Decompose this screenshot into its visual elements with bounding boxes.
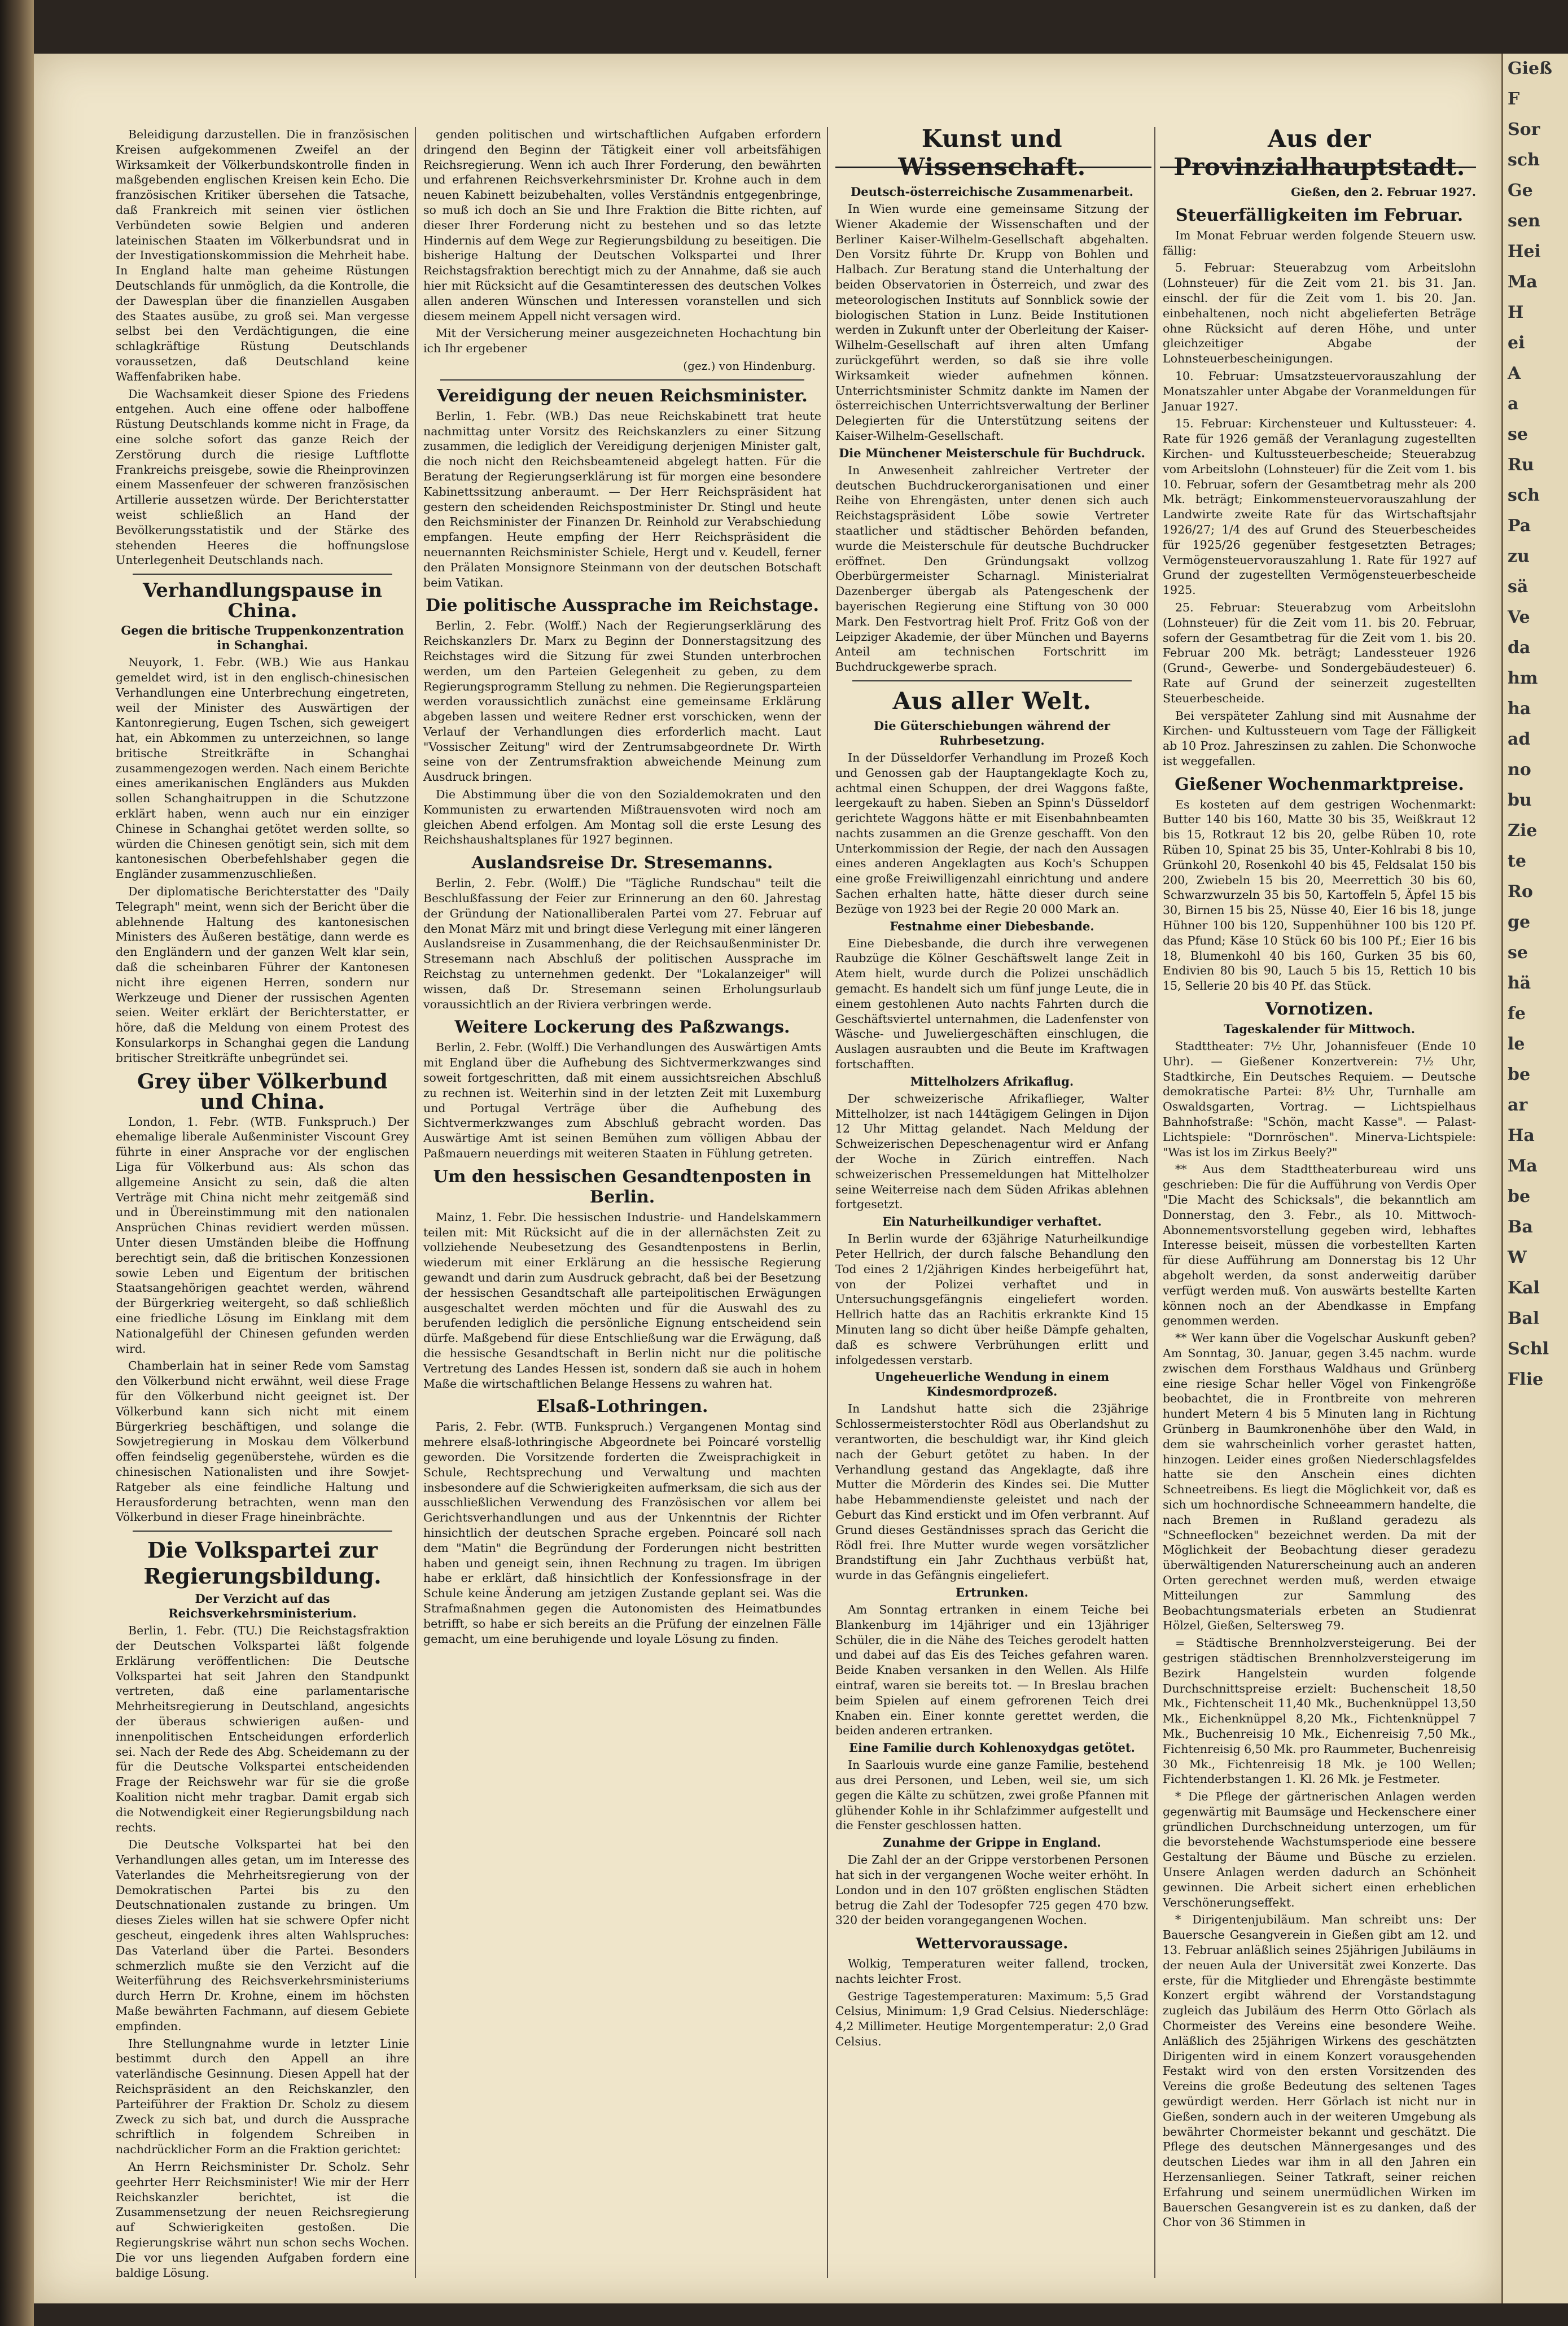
subheadline: Festnahme einer Diebesbande.	[890, 919, 1094, 933]
paragraph: Paris, 2. Febr. (WTB. Funkspruch.) Vergangenen Montag sind mehrere elsaß-lothringische Abgeordnete bei Poincaré vorstellig geworden. Die Vorsitzende forderten die Zweisprachigkeit in Schule, Rechtsprechung und Verwaltung und machten insbesondere auf die Schwierigkeiten aufmerksam, die sich aus der ausschließlichen Verwendung des Französischen vor allem bei Gerichtsverhandlungen und aus der Unkenntnis der Richter hinsichtlich der deutschen Sprache ergeben. Poincaré soll nach dem "Matin" die Begründung der Forderungen nicht bestritten haben und geneigt sein, ihnen Rechnung zu tragen. Im übrigen habe er erklärt, daß hinsichtlich der Konfessionsfrage in der Schule keine Änderung am jetzigen Zustande geplant sei. Was die Strafmaßnahmen gegen die Autonomisten des Heimatbundes betrifft, so habe er sich bereits an die Prüfung der einzelnen Fälle gemacht, um eine beruhigende und loyale Lösung zu finden.	[423, 1420, 821, 1646]
adjacent-page-edge	[1501, 54, 1568, 2303]
divider	[440, 379, 804, 381]
edge-text-fragment: be	[1508, 1187, 1531, 1206]
headline: Steuerfälligkeiten im Februar.	[1175, 205, 1464, 225]
edge-text-fragment: Schl	[1508, 1339, 1549, 1359]
subheadline: Deutsch-österreichische Zusammenarbeit.	[851, 185, 1133, 199]
paragraph: ** Wer kann über die Vogelschar Auskunft geben? Am Sonntag, 30. Januar, gegen 3.45 nachm. wurde zwischen dem Forsthaus Waldhaus und Grünberg eine riesige Schar heller Vögel von Finkengröße beobachtet, die in Frontbreite von mehreren hundert Metern 4 bis 5 Minuten lang in Richtung Grünberg in Baumkronenhöhe über den Wald, in dem sie wahrscheinlich vorher gerastet hatten, hinzogen. Leider eines großen Niederschlagsfeldes hatte sie den Anschein eines dichten Schneetreibens. Es liegt die Möglichkeit vor, daß es sich um hochnordische Schneeammern handelte, die nach Bremen in Rußland geradezu als "Schneeflocken" bezeichnet werden. Da mit der Möglichkeit der Beobachtung dieser geradezu überwältigenden Naturerscheinung auch an anderen Orten gerechnet werden muß, werden etwaige Mitteilungen zur Sammlung des Beobachtungsmaterials erbeten an Studienrat Hölzel, Gießen, Seltersweg 79.	[1163, 1331, 1476, 1633]
headline: Weitere Lockerung des Paßzwangs.	[454, 1017, 790, 1038]
paragraph: Im Monat Februar werden folgende Steuern usw. fällig:	[1163, 228, 1476, 257]
paragraph: * Dirigentenjubiläum. Man schreibt uns: Der Bauersche Gesangverein in Gießen gibt am 12. und 13. Februar anläßlich seines 25jährigen Jubiläums in der neuen Aula der Universität zwei Konzerte. Das erste, für die Mitglieder und Ehrengäste bestimmte Konzert ergibt während der Vorstandstagung zugleich das Jubiläum des Herrn Otto Görlach als Chormeister des Vereins eine besondere Weihe. Anläßlich des 25jährigen Wirkens des geschätzten Dirigenten wird in einem Konzert vorausgehenden Festakt wird von den ersten Vorsitzenden des Vereins die große Bedeutung des seltenen Tages gewürdigt werden. Herr Görlach ist nicht nur in Gießen, sondern auch in der weiteren Umgebung als bewährter Chormeister bekannt und geschätzt. Die Pflege des deutschen Männergesanges und des deutschen Liedes war ihm in all den Jahren ein Herzensanliegen. Seiner Tatkraft, seiner reichen Erfahrung und seinem unermüdlichen Wirken im Bauerschen Gesangverein ist es zu danken, daß der Chor von 36 Stimmen in	[1163, 1913, 1476, 2229]
edge-text-fragment: Ha	[1508, 1126, 1535, 1145]
edge-text-fragment: Gieß	[1508, 59, 1552, 78]
subheadline: Zunahme der Grippe in England.	[883, 1835, 1101, 1850]
subheadline: Die Münchener Meisterschule für Buchdruck.	[839, 445, 1145, 460]
newspaper-page	[34, 54, 1501, 2303]
section-title: Aus der Provinzialhauptstadt.	[1173, 125, 1465, 181]
section-title: Aus aller Welt.	[892, 687, 1092, 715]
paragraph: An Herrn Reichsminister Dr. Scholz. Sehr geehrter Herr Reichsminister! Wie mir der Herr Reichskanzler berichtet, ist die Zusammensetzung der neuen Reichsregierung auf Schwierigkeiten gestoßen. Die Regierungskrise währt nun schon sechs Wochen. Die vor uns liegenden Aufgaben fordern eine baldige Lösung.	[116, 2160, 409, 2280]
headline: Um den hessischen Gesandtenposten in Berlin.	[433, 1166, 812, 1207]
paragraph: In der Düsseldorfer Verhandlung im Prozeß Koch und Genossen gab der Hauptangeklagte Koch zu, achtmal einen Schuppen, der drei Waggons faßte, leergekauft zu haben. Sieben an Spinn's Düsseldorf gerichtete Waggons hätte er mit Eisenbahnbeamten nachts zusammen an die Grenze geschafft. Von den Unterkommission der Regie, der nach den Aussagen eines anderen Angeklagten aus Koch's Schuppen eine große Freiwilligenzahl einrichtung und andere Sachen erhalten hatte, hätte dieser durch seine Bezüge von 1923 bei der Regie 20 000 Mark an.	[835, 750, 1149, 916]
edge-text-fragment: Ve	[1508, 607, 1530, 627]
paragraph: Ihre Stellungnahme wurde in letzter Linie bestimmt durch den Appell an ihre vaterländische Gesinnung. Diesen Appell hat der Reichspräsident an den Reichskanzler, den Parteiführer der Fraktion Dr. Scholz zu diesem Zweck zu sich bat, und durch die Aussprache schriftlich in folgendem Schreiben in nachdrücklicher Form an die Fraktion gerichtet:	[116, 2036, 409, 2157]
paragraph: Berlin, 2. Febr. (Wolff.) Die Verhandlungen des Auswärtigen Amts mit England über die Aufhebung des Sichtvermerkzwanges sind soweit fortgeschritten, daß mit einem aussichtsreichen Abschluß zu rechnen ist. Weiterhin sind in der letzten Zeit mit Luxemburg und Portugal Verträge über die Aufhebung des Sichtvermerkzwanges zum Abschluß gebracht worden. Das Auswärtige Amt ist seinen Bemühen zum völligen Abbau der Paßmauern neuerdings mit weiteren Staaten in Fühlung getreten.	[423, 1040, 821, 1161]
edge-text-fragment: Pa	[1508, 516, 1531, 536]
paragraph: Mainz, 1. Febr. Die hessischen Industrie- und Handelskammern teilen mit: Mit Rücksicht auf die in der allernächsten Zeit zu vollziehende Neubesetzung des Gesandtenpostens in Berlin, wiederum mit einer Erklärung an die hessische Regierung gewandt und darin zum Ausdruck gebracht, daß bei der Besetzung der hessischen Gesandtschaft alle parteipolitischen Erwägungen ausgeschaltet werden möchten und für die Auswahl des zu berufenden lediglich die persönliche Eignung entscheidend sein dürfe. Maßgebend für diese Entschließung war die Erwägung, daß die hessische Gesandtschaft in Berlin nicht nur die politische Vertretung des Landes Hessen ist, sondern daß sie auch in hohem Maße die wirtschaftlichen Belange Hessens zu wahren hat.	[423, 1210, 821, 1391]
paragraph: Es kosteten auf dem gestrigen Wochenmarkt: Butter 140 bis 160, Matte 30 bis 35, Weißkraut 12 bis 15, Rotkraut 12 bis 20, gelbe Rüben 10, rote Rüben 10, Spinat 25 bis 35, Unter-Kohlrabi 8 bis 10, Grünkohl 20, Rosenkohl 40 bis 45, Feldsalat 150 bis 200, Zwiebeln 15 bis 20, Meerrettich 30 bis 60, Schwarzwurzeln 35 bis 50, Kartoffeln 5, Äpfel 15 bis 30, Birnen 15 bis 25, Nüsse 40, Eier 16 bis 18, junge Hühner 100 bis 120, Suppenhühner 100 bis 120 Pf. das Pfund; Käse 10 Stück 60 bis 100 Pf.; Eier 16 bis 18, Blumenkohl 40 bis 160, Gurken 35 bis 60, Endivien 80 bis 90, Lauch 5 bis 15, Rettich 10 bis 15, Sellerie 20 bis 40 Pf. das Stück.	[1163, 797, 1476, 993]
subheadline: Die Güterschiebungen während der Ruhrbesetzung.	[874, 718, 1110, 747]
headline: Wettervoraussage.	[916, 1935, 1068, 1953]
column-rule	[415, 127, 416, 2278]
signature-line: (gez.) von Hindenburg.	[683, 358, 816, 373]
edge-text-fragment: fe	[1508, 1004, 1526, 1024]
edge-text-fragment: Zie	[1508, 821, 1538, 841]
paragraph: Bei verspäteter Zahlung sind mit Ausnahme der Kirchen- und Kultussteuern vom Tage der Fälligkeit ab 10 Proz. Jahreszinsen zu zahlen. Die Schonwoche ist weggefallen.	[1163, 709, 1476, 768]
paragraph: Eine Diebesbande, die durch ihre verwegenen Raubzüge die Kölner Geschäftswelt lange Zeit in Atem hielt, wurde durch die Polizei unschädlich gemacht. Es handelt sich um fünf junge Leute, die in einem gestohlenen Auto nachts Fahrten durch die Geschäftsviertel unternahmen, die Ladenfenster von Wäsche- und Juweliergeschäften einschlugen, die Auslagen ausraubten und die Beute im Kraftwagen fortschafften.	[835, 936, 1149, 1072]
edge-text-fragment: bu	[1508, 790, 1532, 810]
edge-text-fragment: F	[1508, 89, 1520, 109]
headline: Die Volkspartei zur Regierungsbildung.	[143, 1537, 382, 1589]
edge-text-fragment: Ba	[1508, 1217, 1533, 1237]
edge-text-fragment: H	[1508, 303, 1524, 322]
paragraph: Chamberlain hat in seiner Rede vom Samstag den Völkerbund nicht erwähnt, weil diese Frage für den Völkerbund nicht geeignet ist. Der Völkerbund kann sich nicht mit einem Bürgerkrieg beschäftigen, und solange die Sowjetregierung in Moskau dem Völkerbund offen feindselig gegenüberstehe, würden es die chinesischen Nationalisten und ihre Sowjet-Ratgeber als eine feindliche Haltung und Herausforderung betrachten, wenn man den Völkerbund in dieser Frage hineinbrächte.	[116, 1359, 409, 1524]
edge-text-fragment: Ru	[1508, 455, 1534, 475]
edge-text-fragment: sä	[1508, 577, 1528, 597]
headline: Elsaß-Lothringen.	[536, 1397, 708, 1417]
paragraph: Die Abstimmung über die von den Sozialdemokraten und den Kommunisten zu erwartenden Mißtrauensvoten wird noch am gleichen Abend erfolgen. Am Montag soll die erste Lesung des Reichshaushaltsplanes für 1927 beginnen.	[423, 788, 821, 847]
edge-text-fragment: sch	[1508, 150, 1540, 170]
paragraph: In Wien wurde eine gemeinsame Sitzung der Wiener Akademie der Wissenschaften und der Berliner Kaiser-Wilhelm-Gesellschaft abgehalten. Den Vorsitz führte Dr. Krupp von Bohlen und Halbach. Zur Beratung stand die Unterhaltung der beiden Observatorien in Österreich, und zwar des meteorologischen Instituts auf Sonnblick sowie der biologischen Station in Lunz. Beide Institutionen werden in Zukunft unter der Oberleitung der Kaiser-Wilhelm-Gesellschaft auf ihren alten Umfang zurückgeführt werden, so daß sie ihre volle Wirksamkeit wieder aufnehmen können. Unterrichtsminister Schmitz dankte im Namen der österreichischen Unterrichtsverwaltung der Berliner Delegierten für die Unterstützung seitens der Kaiser-Wilhelm-Gesellschaft.	[835, 202, 1149, 443]
paragraph: Beleidigung darzustellen. Die in französischen Kreisen aufgekommenen Zweifel an der Wirksamkeit der Völkerbundskontrolle finden in maßgebenden englischen Kreisen kein Echo. Die französischen Kritiker übersehen die Tatsache, daß Frankreich mit seinen vier östlichen Verbündeten sowie Belgien und anderen lateinischen Staaten im Völkerbundsrat und in der Investigationskommission die Mehrheit habe. In England halte man geheime Rüstungen Deutschlands für unmöglich, da die Kontrolle, die der Dawesplan über die finanziellen Ausgaben des Staates ausübe, zu groß sei. Man vergesse selbst bei den Verdächtigungen, die eine schlagkräftige Rüstung Deutschlands voraussetzen, daß Deutschland keine Waffenfabriken habe.	[116, 128, 409, 383]
paragraph: Berlin, 2. Febr. (Wolff.) Nach der Regierungserklärung des Reichskanzlers Dr. Marx zu Beginn der Donnerstagsitzung des Reichstages wird die Sitzung für zwei Stunden unterbrochen werden, um den Parteien Gelegenheit zu geben, zu dem Regierungsprogramm Stellung zu nehmen. Die Regierungsparteien werden voraussichtlich zunächst eine gemeinsame Erklärung abgeben lassen und weitere Redner erst vorschicken, wenn der Verlauf der Verhandlungen dies erforderlich macht. Laut "Vossischer Zeitung" wird der Zentrumsabgeordnete Dr. Wirth seine von der Zentrumsfraktion abweichende Meinung zum Ausdruck bringen.	[423, 619, 821, 784]
paragraph: Berlin, 1. Febr. (WB.) Das neue Reichskabinett trat heute nachmittag unter Vorsitz des Reichskanzlers zu einer Sitzung zusammen, die lediglich der Vereidigung derjenigen Minister galt, die noch nicht den Reichsbeamteneid abgelegt hatten. Für die Beratung der Regierungserklärung ist für morgen eine besondere Kabinettssitzung anberaumt. — Der Herr Reichspräsident hat gestern den scheidenden Reichspostminister Dr. Stingl und heute den Reichsminister der Finanzen Dr. Reinhold zur Verabschiedung empfangen. Heute empfing der Herr Reichspräsident die neuernannten Reichsminister Schiele, Hergt und v. Keudell, ferner den Prälaten Monsignore Steinmann von der deutschen Botschaft beim Vatikan.	[423, 409, 821, 589]
paragraph: genden politischen und wirtschaftlichen Aufgaben erfordern dringend den Beginn der Tätigkeit einer voll arbeitsfähigen Reichsregierung. Wenn ich auch Ihrer Forderung, den bewährten und erfahrenen Reichsverkehrsminister Dr. Krohne auch in dem neuen Kabinett beizubehalten, volles Verständnis entgegenbringe, so muß ich doch an Sie und Ihre Fraktion die Bitte richten, auf dieser Ihrer Forderung nicht zu bestehen und so das letzte Hindernis auf dem Wege zur Regierungsbildung zu beseitigen. Die bisherige Haltung der Deutschen Volkspartei und Ihrer Reichstagsfraktion berechtigt mich zu der Annahme, daß sie auch hier mit Rücksicht auf die Gesamtinteressen des deutschen Volkes allen anderen Wünschen und Interessen voranstellen und sich diesem meinem Appell nicht versagen wird.	[423, 128, 821, 323]
column-4	[1163, 121, 1476, 2232]
edge-text-fragment: no	[1508, 760, 1531, 780]
edge-text-fragment: se	[1508, 943, 1528, 963]
subheadline: Tageskalender für Mittwoch.	[1223, 1022, 1416, 1037]
paragraph: Neuyork, 1. Febr. (WB.) Wie aus Hankau gemeldet wird, ist in den englisch-chinesischen Verhandlungen eine Unterbrechung eingetreten, weil der Minister des Auswärtigen der Kantonregierung, Eugen Tschen, sich geweigert hat, ein Abkommen zu unterzeichnen, so lange britische Streitkräfte in Schanghai zusammengezogen werden. Nach einem Berichte eines amerikanischen Engländers aus Mukden sollen Schanghaitruppen in die Schutzzone erklärt haben, wenn auch nur ein einziger Chinese in Schanghai getötet werden sollte, so würden die Chinesen genötigt sein, sich mit dem kantonesischen Oberbefehlshaber gegen die Engländer zusammenzuschließen.	[116, 655, 409, 881]
paragraph: Am Sonntag ertranken in einem Teiche bei Blankenburg im 14jähriger und ein 13jähriger Schüler, die in die Nähe des Teiches gerodelt hatten und dabei auf das Eis des Teiches gefahren waren. Beide Knaben versanken in den Wellen. Als Hilfe eintraf, waren sie bereits tot. — In Breslau brachen beim Spielen auf einem gefrorenen Teich drei Knaben ein. Einer konnte gerettet werden, die beiden anderen ertranken.	[835, 1602, 1149, 1738]
edge-text-fragment: le	[1508, 1034, 1525, 1054]
column-rule	[827, 127, 828, 2278]
dateline: Gießen, den 2. Februar 1927.	[1291, 185, 1476, 199]
paragraph: Gestrige Tagestemperaturen: Maximum: 5,5 Grad Celsius, Minimum: 1,9 Grad Celsius. Niederschläge: 4,2 Millimeter. Heutige Morgentemperatur: 2,0 Grad Celsius.	[835, 1989, 1149, 2049]
edge-text-fragment: da	[1508, 638, 1531, 658]
paragraph: Die Deutsche Volkspartei hat bei den Verhandlungen alles getan, um im Interesse des Vaterlandes die Mehrheitsregierung von der Demokratischen Partei bis zu den Deutschnationalen zustande zu bringen. Um dieses Zieles willen hat sie schwere Opfer nicht gescheut, eingedenk ihres alten Wahlspruches: Das Vaterland über die Partei. Besonders schmerzlich mußte sie den Verzicht auf die Weiterführung des Reichsverkehrsministeriums durch Herrn Dr. Krohne, einem im höchsten Maße bewährten Fachmann, auf diesem Gebiete empfinden.	[116, 1838, 409, 2033]
paragraph: ** Aus dem Stadttheaterbureau wird uns geschrieben: Die für die Aufführung von Verdis Oper "Die Macht des Schicksals", die bekanntlich am Donnerstag, den 3. Febr., als 10. Mittwoch-Abonnementsvorstellung gegeben wird, lebhaftes Interesse beiseit, müssen die vorbestellten Karten für diese Aufführung am Donnerstag bis 12 Uhr abgeholt werden, da sonst anderweitig darüber verfügt werden muß. Von auswärts bestellte Karten können noch an der Abendkasse in Empfang genommen werden.	[1163, 1162, 1476, 1328]
headline: Grey über Völkerbund und China.	[137, 1069, 388, 1114]
edge-text-fragment: zu	[1508, 546, 1530, 566]
paragraph: Die Wachsamkeit dieser Spione des Friedens entgehen. Auch eine offene oder halboffene Rüstung Deutschlands komme nicht in Frage, da eine solche sofort das ganze Reich der Zerstörung durch die riesige Luftflotte Frankreichs preisgebe, sowie die Rheinprovinzen einem Massenfeuer der schweren französischen Artillerie aussetzen würde. Der Berichterstatter weist schließlich an Hand der Bevölkerungsstatistik und der Stärke des stehenden Heeres die hoffnungslose Unterlegenheit Deutschlands nach.	[116, 387, 409, 567]
edge-text-fragment: ar	[1508, 1095, 1528, 1115]
edge-text-fragment: Hei	[1508, 242, 1541, 261]
headline: Gießener Wochenmarktpreise.	[1175, 774, 1464, 794]
subheadline: Eine Familie durch Kohlenoxydgas getötet.	[849, 1741, 1135, 1755]
edge-text-fragment: Flie	[1508, 1370, 1544, 1389]
headline: Vereidigung der neuen Reichsminister.	[437, 386, 808, 406]
paragraph: Die Zahl der an der Grippe verstorbenen Personen hat sich in der vergangenen Woche weiter erhöht. In London und in den 107 größten englischen Städten betrug die Zahl der Todesopfer 725 gegen 470 bzw. 320 der beiden vorangegangenen Wochen.	[835, 1853, 1149, 1927]
paragraph: Stadttheater: 7½ Uhr, Johannisfeuer (Ende 10 Uhr). — Gießener Konzertverein: 7½ Uhr, Stadtkirche, Ein Deutsches Requiem. — Deutsche demokratische Partei: 8½ Uhr, Turnhalle am Oswaldsgarten, Vortrag. — Lichtspielhaus Bahnhofstraße: "Schön, macht Kasse". — Palast-Lichtspiele: "Dornröschen". Minerva-Lichtspiele: "Was ist los im Zirkus Beely?"	[1163, 1039, 1476, 1159]
divider	[133, 574, 392, 575]
subheadline: Ein Naturheilkundiger verhaftet.	[882, 1214, 1102, 1229]
edge-text-fragment: hm	[1508, 668, 1538, 688]
paragraph: Berlin, 1. Febr. (TU.) Die Reichstagsfraktion der Deutschen Volkspartei läßt folgende Erklärung veröffentlichen: Die Deutsche Volkspartei hat seit Jahren den Standpunkt vertreten, daß eine parlamentarische Mehrheitsregierung in Deutschland, angesichts der überaus schwierigen außen- und innenpolitischen Entscheidungen erforderlich sei. Nach der Rede des Abg. Scheidemann zu der für die Deutsche Volkspartei entscheidenden Frage der Reichswehr war für sie die große Koalition nicht mehr tragbar. Damit ergab sich die Notwendigkeit einer Regierungsbildung nach rechts.	[116, 1624, 409, 1834]
paragraph: In Berlin wurde der 63jährige Naturheilkundige Peter Hellrich, der durch falsche Behandlung den Tod eines 2 1/2jährigen Kindes herbeigeführt hat, von der Polizei verhaftet und in Untersuchungsgefängnis eingeliefert worden. Hellrich hatte das an Rachitis erkrankte Kind 15 Minuten lang so dicht über heiße Dämpfe gehalten, daß es schwere Verbrühungen erlitt und infolgedessen verstarb.	[835, 1232, 1149, 1367]
edge-text-fragment: se	[1508, 425, 1528, 444]
edge-text-fragment: W	[1508, 1248, 1527, 1267]
paragraph: * Die Pflege der gärtnerischen Anlagen werden gegenwärtig mit Baumsäge und Heckenschere einer gründlichen Durchschneidung unterzogen, um für die bevorstehende Wachstumsperiode eine bessere Gestaltung der Bäume und Büsche zu erzielen. Unsere Anlagen werden dadurch an Schönheit gewinnen. Die Arbeit sichert einen erheblichen Verschönerungseffekt.	[1163, 1790, 1476, 1909]
paragraph: Der schweizerische Afrikaflieger, Walter Mittelholzer, ist nach 144tägigem Gelingen in Dijon 12 Uhr Mittag gelandet. Nach Meldung der Schweizerischen Depeschenagentur wird er Anfang der Woche in Zürich eintreffen. Nach schweizerischen Pressemeldungen hat Mittelholzer seine Weiterreise nach dem Süden Afrikas ablehnen fortgesetzt.	[835, 1091, 1149, 1212]
paragraph: Der diplomatische Berichterstatter des "Daily Telegraph" meint, wenn sich der Bericht über die ablehnende Haltung des kantonesischen Ministers des Äußeren bestätige, dann werde es den Engländern und der ganzen Welt klar sein, daß die scheinbaren Führer der Kantonesen nicht ihre eigenen Herren, sondern nur Werkzeuge und Diener der russischen Agenten seien. Weiter erklärt der Berichterstatter, er höre, daß die Meldung von einem Protest des Konsularkorps in Schanghai gegen die Landung britischer Streitkräfte unbegründet sei.	[116, 885, 409, 1065]
subheadline: Gegen die britische Truppenkonzentration in Schanghai.	[121, 623, 404, 653]
edge-text-fragment: Ma	[1508, 272, 1538, 292]
edge-text-fragment: Ma	[1508, 1156, 1538, 1176]
paragraph: 5. Februar: Steuerabzug vom Arbeitslohn (Lohnsteuer) für die Zeit vom 21. bis 31. Jan. einschl. der für die Zeit vom 1. bis 20. Jan. einbehaltenen, noch nicht abgelieferten Beträge ohne Rücksicht auf deren Höhe, und unter gleichzeitiger Abgabe der Lohnsteuerbescheinigungen.	[1163, 261, 1476, 366]
column-rule	[1154, 127, 1155, 2278]
divider	[852, 680, 1132, 681]
edge-text-fragment: ei	[1508, 333, 1525, 353]
edge-text-fragment: Ro	[1508, 882, 1533, 902]
paragraph: 15. Februar: Kirchensteuer und Kultussteuer: 4. Rate für 1926 gemäß der Veranlagung zugestellten Kirchen- und Kultussteuerbescheide; Steuerabzug vom Arbeitslohn (Lohnsteuer) für die Zeit vom 1. bis 10. Februar, sofern der Gesamtbetrag mehr als 200 Mk. beträgt; Einkommensteuervorauszahlung der Landwirte zweite Rate für das Wirtschaftsjahr 1926/27; 1/4 des auf Grund des Steuerbescheides für 1925/26 gegenüber festgesetzten Betrages; Vermögensteuervorauszahlung 1. Rate für 1927 auf Grund der zugestellten Vermögensteuerbescheide 1925.	[1163, 417, 1476, 597]
subheadline: Der Verzicht auf das Reichsverkehrsministerium.	[168, 1592, 357, 1621]
headline: Vornotizen.	[1265, 999, 1374, 1020]
book-binding	[0, 0, 34, 2326]
edge-text-fragment: Ge	[1508, 181, 1533, 200]
edge-text-fragment: sen	[1508, 211, 1540, 231]
paragraph: London, 1. Febr. (WTB. Funkspruch.) Der ehemalige liberale Außenminister Viscount Grey führte in einer Ansprache vor der englischen Liga für Völkerbund aus: Als schon das allgemeine Ansicht zu sein, daß die alten Verträge mit China nicht mehr zeitgemäß sind und in Übereinstimmung mit den nationalen Ansprüchen Chinas revidiert werden müssen. Unter diesen Umständen bleibe die Hoffnung berechtigt sein, daß die britischen Konzessionen sowie Leben und Eigentum der britischen Staatsangehörigen geachtet werden, während der Bürgerkrieg weitergeht, so daß schließlich eine friedliche Lösung im Einklang mit dem Nationalgefühl der Chinesen gefunden werden wird.	[116, 1114, 409, 1356]
column-1	[116, 127, 409, 2283]
edge-text-fragment: ge	[1508, 912, 1531, 932]
paragraph: Mit der Versicherung meiner ausgezeichneten Hochachtung bin ich Ihr ergebener	[423, 326, 821, 356]
subheadline: Ungeheuerliche Wendung in einem Kindesmordprozeß.	[874, 1370, 1110, 1399]
subheadline: Ertrunken.	[956, 1585, 1028, 1599]
edge-text-fragment: hä	[1508, 973, 1531, 993]
paragraph: 25. Februar: Steuerabzug vom Arbeitslohn (Lohnsteuer) für die Zeit vom 11. bis 20. Februar, sofern der Gesamtbetrag für die Zeit vom 1. bis 20. Februar 200 Mk. beträgt; Landessteuer 1926 (Grund-, Gewerbe- und Sondergebäudesteuer) 6. Rate auf Grund der seinerzeit zugestellten Steuerbescheide.	[1163, 600, 1476, 705]
edge-text-fragment: a	[1508, 394, 1519, 414]
paragraph: In Landshut hatte sich die 23jährige Schlossermeisterstochter Rödl aus Oberlandshut zu verantworten, die beschuldigt war, ihr Kind gleich nach der Geburt getötet zu haben. In der Verhandlung gestand das Angeklagte, daß ihre Mutter die Mörderin des Kindes sei. Die Mutter habe Hebammendienste geleistet und nach der Geburt das Kind erstickt und im Ofen verbrannt. Auf Grund dieses Geständnisses sprach das Gericht die Rödl frei. Ihre Mutter wurde wegen vorsätzlicher Brandstiftung ein Jahr Zuchthaus verbüßt hat, wurde in das Gefängnis eingeliefert.	[835, 1402, 1149, 1582]
edge-text-fragment: Bal	[1508, 1309, 1540, 1328]
headline: Die politische Aussprache im Reichstage.	[426, 596, 819, 616]
paragraph: Berlin, 2. Febr. (Wolff.) Die "Tägliche Rundschau" teilt die Beschlußfassung der Feier zur Erinnerung an den 60. Jahrestag der Gründung der Nationalliberalen Partei vom 27. Februar auf den Monat März mit und bringt diese Verlegung mit einer längeren Auslandsreise in Zusammenhang, die der Reichsaußenminister Dr. Stresemann nach Abschluß der politischen Aussprache im Reichstag zu unternehmen gedenkt. Der "Lokalanzeiger" will wissen, daß Dr. Stresemann seinen Erholungsurlaub voraussichtlich an der Riviera verbringen werde.	[423, 876, 821, 1011]
paragraph: 10. Februar: Umsatzsteuervorauszahlung der Monatszahler unter Abgabe der Voranmeldungen für Januar 1927.	[1163, 369, 1476, 413]
divider	[133, 1531, 392, 1532]
edge-text-fragment: Sor	[1508, 120, 1540, 139]
column-3	[835, 121, 1149, 2052]
edge-text-fragment: ha	[1508, 699, 1531, 719]
paragraph: In Saarlouis wurde eine ganze Familie, bestehend aus drei Personen, und Leben, weil sie, um sich gegen die Kälte zu schützen, zwei große Pfannen mit glühender Kohle in ihr Schlafzimmer aufgestellt und die Fenster geschlossen hatten.	[835, 1758, 1149, 1833]
edge-text-fragment: ad	[1508, 729, 1531, 749]
subheadline: Mittelholzers Afrikaflug.	[910, 1074, 1074, 1088]
section-title: Kunst und Wissenschaft.	[898, 125, 1086, 181]
column-2	[423, 127, 821, 1649]
headline: Verhandlungspause in China.	[142, 579, 383, 623]
paragraph: In Anwesenheit zahlreicher Vertreter der deutschen Buchdruckerorganisationen und einer Reihe von Ehrengästen, unter denen sich auch Reichstagspräsident Löbe sowie Vertreter staatlicher und städtischer Behörden befanden, wurde die Meisterschule für deutsche Buchdrucker eröffnet. Den Gründungsakt vollzog Oberbürgermeister Scharnagl. Ministerialrat Dazenberger übergab als Patengeschenk der bayerischen Regierung eine Stiftung von 30 000 Mark. Den Festvortrag hielt Prof. Fritz Goß von der Leipziger Akademie, der über München und Bayerns Anteil am technischen Fortschritt im Buchdruckgewerbe sprach.	[835, 463, 1149, 674]
edge-text-fragment: be	[1508, 1065, 1531, 1085]
headline: Auslandsreise Dr. Stresemanns.	[471, 853, 773, 873]
edge-text-fragment: te	[1508, 851, 1526, 871]
paragraph: = Städtische Brennholzversteigerung. Bei der gestrigen städtischen Brennholzversteigerung im Bezirk Hangelstein wurden folgende Durchschnittspreise erzielt: Buchenscheit 18,50 Mk., Fichtenscheit 11,40 Mk., Buchenknüppel 13,50 Mk., Eichenknüppel 8,20 Mk., Fichtenknüppel 7 Mk., Buchenreisig 10 Mk., Eichenreisig 7,50 Mk., Fichtenreisig 6,50 Mk. pro Raummeter, Buchenreisig 30 Mk., Fichtenreisig 18 Mk. je 100 Wellen; Fichtenderbstangen 1. Kl. 26 Mk. je Festmeter.	[1163, 1636, 1476, 1786]
edge-text-fragment: sch	[1508, 486, 1540, 505]
paragraph: Wolkig, Temperaturen weiter fallend, trocken, nachts leichter Frost.	[835, 1957, 1149, 1986]
edge-text-fragment: A	[1508, 364, 1521, 383]
edge-text-fragment: Kal	[1508, 1278, 1540, 1298]
